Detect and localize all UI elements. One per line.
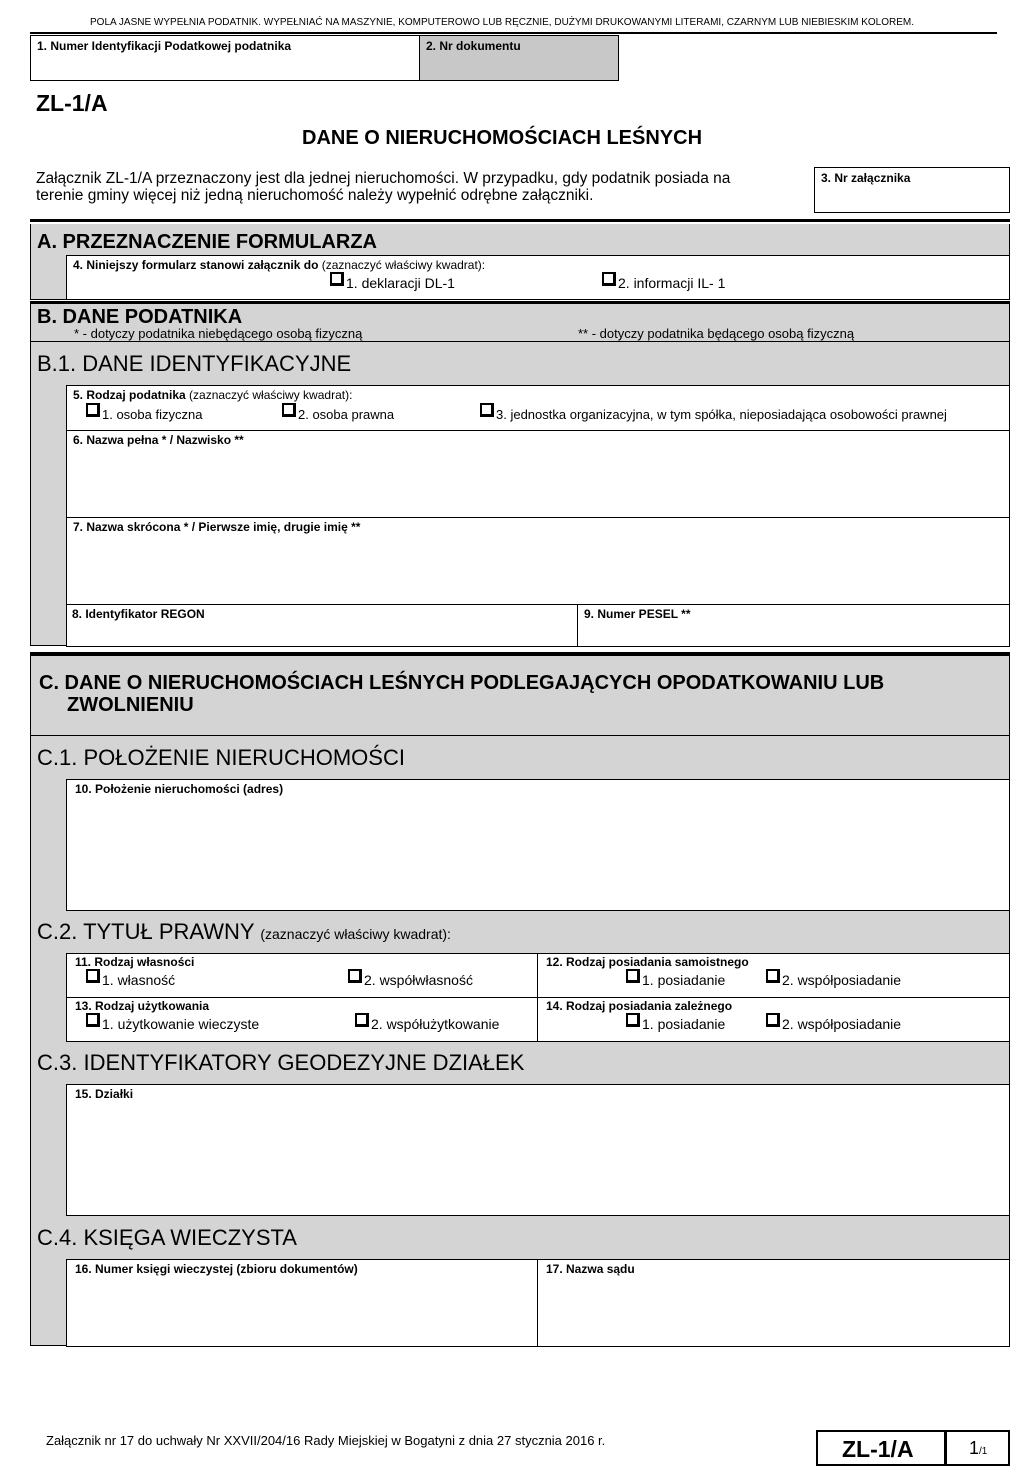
- checkbox-icon[interactable]: [626, 1013, 640, 1027]
- pesel-field[interactable]: [577, 604, 1010, 647]
- short-name-label: 7. Nazwa skrócona * / Pierwsze imię, drugie imię **: [73, 520, 361, 534]
- checkbox-icon[interactable]: [480, 403, 494, 417]
- option-legal-person[interactable]: 2. osoba prawna: [282, 405, 394, 423]
- intro-line-2: terenie gminy więcej niż jedną nieruchomość należy wypełnić odrębne załączniki.: [36, 187, 594, 204]
- header-rule: [30, 32, 997, 34]
- full-name-label: 6. Nazwa pełna * / Nazwisko **: [73, 433, 244, 447]
- attachment-number-label: 3. Nr załącznika: [821, 171, 911, 185]
- checkbox-icon[interactable]: [86, 403, 100, 417]
- form-title: DANE O NIERUCHOMOŚCIACH LEŚNYCH: [302, 127, 703, 149]
- regon-field[interactable]: [66, 604, 578, 647]
- option-co-ownership[interactable]: 2. współwłasność: [348, 971, 473, 988]
- option-natural-person[interactable]: 1. osoba fizyczna: [86, 405, 202, 423]
- section-a-title: A. PRZEZNACZENIE FORMULARZA: [37, 231, 377, 253]
- option-organizational-unit[interactable]: 3. jednostka organizacyjna, w tym spółka, nieposiadająca osobowości prawnej: [480, 405, 947, 423]
- checkbox-icon[interactable]: [355, 1013, 369, 1027]
- header-note: POLA JASNE WYPEŁNIA PODATNIK. WYPEŁNIAĆ NA MASZYNIE, KOMPUTEROWO LUB RĘCZNIE, DUŻYMI DRUKOWANYMI LITERAMI, CZARNYM LUB NIEBIESKIM KOLOREM.: [90, 17, 915, 28]
- parcels-label: 15. Działki: [75, 1087, 134, 1101]
- nip-field[interactable]: [30, 35, 420, 81]
- document-number-field: [419, 35, 619, 81]
- form-code: ZL-1/A: [36, 90, 108, 116]
- intro-line-1: Załącznik ZL-1/A przeznaczony jest dla jednej nieruchomości. W przypadku, gdy podatnik posiada na: [36, 170, 731, 187]
- section-c-title-line-2: ZWOLNIENIU: [67, 694, 194, 716]
- checkbox-icon[interactable]: [330, 272, 344, 286]
- section-b-sub-rule: [30, 341, 1010, 342]
- parcels-field[interactable]: [66, 1084, 1010, 1216]
- field-4-label: 4. Niniejszy formularz stanowi załącznik do (zaznaczyć właściwy kwadrat):: [73, 258, 486, 272]
- option-dependent-possession[interactable]: 1. posiadanie: [626, 1015, 725, 1032]
- field-4-box: [66, 255, 1010, 300]
- c1-title: C.1. POŁOŻENIE NIERUCHOMOŚCI: [37, 745, 405, 770]
- checkbox-icon[interactable]: [626, 969, 640, 983]
- court-name-label: 17. Nazwa sądu: [546, 1262, 635, 1276]
- pesel-label: 9. Numer PESEL **: [584, 607, 691, 621]
- footer-form-code: ZL-1/A: [842, 1436, 914, 1462]
- option-perpetual-usufruct[interactable]: 1. użytkowanie wieczyste: [86, 1015, 259, 1032]
- checkbox-icon[interactable]: [602, 272, 616, 286]
- land-register-number-label: 16. Numer księgi wieczystej (zbioru dokumentów): [75, 1262, 358, 1276]
- c2-title: C.2. TYTUŁ PRAWNY (zaznaczyć właściwy kwadrat):: [37, 919, 451, 944]
- option-co-usufruct[interactable]: 2. współużytkowanie: [355, 1015, 499, 1032]
- section-c-sub-rule: [30, 735, 1010, 736]
- option-information-il1[interactable]: 2. informacji IL- 1: [602, 274, 725, 291]
- footer-note: Załącznik nr 17 do uchwały Nr XXVII/204/16 Rady Miejskiej w Bogatyni z dnia 27 stycznia 2016 r.: [46, 1433, 606, 1448]
- field-14-label: 14. Rodzaj posiadania zależnego: [546, 999, 733, 1013]
- regon-label: 8. Identyfikator REGON: [72, 607, 205, 621]
- field-11-label: 11. Rodzaj własności: [75, 955, 195, 969]
- footer-form-code-box: [816, 1430, 946, 1466]
- field-13-label: 13. Rodzaj użytkowania: [75, 999, 210, 1013]
- option-co-possession[interactable]: 2. współposiadanie: [766, 971, 901, 988]
- land-register-number-field[interactable]: [66, 1259, 538, 1347]
- checkbox-icon[interactable]: [766, 969, 780, 983]
- section-b-note-left: * - dotyczy podatnika niebędącego osobą fizyczną: [74, 326, 363, 341]
- option-possession[interactable]: 1. posiadanie: [626, 971, 725, 988]
- section-b-note-right: ** - dotyczy podatnika będącego osobą fizyczną: [578, 326, 855, 341]
- checkbox-icon[interactable]: [86, 1013, 100, 1027]
- footer-page-number: 1/1: [969, 1438, 988, 1458]
- property-location-field[interactable]: [66, 779, 1010, 911]
- short-name-field[interactable]: [66, 517, 1010, 605]
- section-a-top-rule: [30, 219, 1010, 222]
- checkbox-icon[interactable]: [282, 403, 296, 417]
- field-12-label: 12. Rodzaj posiadania samoistnego: [546, 955, 749, 969]
- checkbox-icon[interactable]: [86, 969, 100, 983]
- full-name-field[interactable]: [66, 430, 1010, 518]
- c4-title: C.4. KSIĘGA WIECZYSTA: [37, 1225, 297, 1250]
- document-number-label: 2. Nr dokumentu: [426, 39, 521, 53]
- court-name-field[interactable]: [537, 1259, 1010, 1347]
- checkbox-icon[interactable]: [348, 969, 362, 983]
- field-5-label: 5. Rodzaj podatnika (zaznaczyć właściwy kwadrat):: [73, 388, 353, 402]
- nip-label: 1. Numer Identyfikacji Podatkowej podatnika: [37, 39, 292, 53]
- option-dependent-co-possession[interactable]: 2. współposiadanie: [766, 1015, 901, 1032]
- section-c-title-line-1: C. DANE O NIERUCHOMOŚCIACH LEŚNYCH PODLEGAJĄCYCH OPODATKOWANIU LUB: [39, 672, 885, 694]
- option-declaration-dl1[interactable]: 1. deklaracji DL-1: [330, 274, 455, 291]
- attachment-number-field[interactable]: [814, 167, 1010, 213]
- option-ownership[interactable]: 1. własność: [86, 971, 175, 988]
- checkbox-icon[interactable]: [766, 1013, 780, 1027]
- c3-title: C.3. IDENTYFIKATORY GEODEZYJNE DZIAŁEK: [37, 1050, 525, 1075]
- b1-title: B.1. DANE IDENTYFIKACYJNE: [37, 351, 352, 376]
- footer-page-box: [945, 1430, 1010, 1466]
- section-b-title: B. DANE PODATNIKA: [37, 306, 243, 328]
- property-location-label: 10. Położenie nieruchomości (adres): [75, 782, 284, 796]
